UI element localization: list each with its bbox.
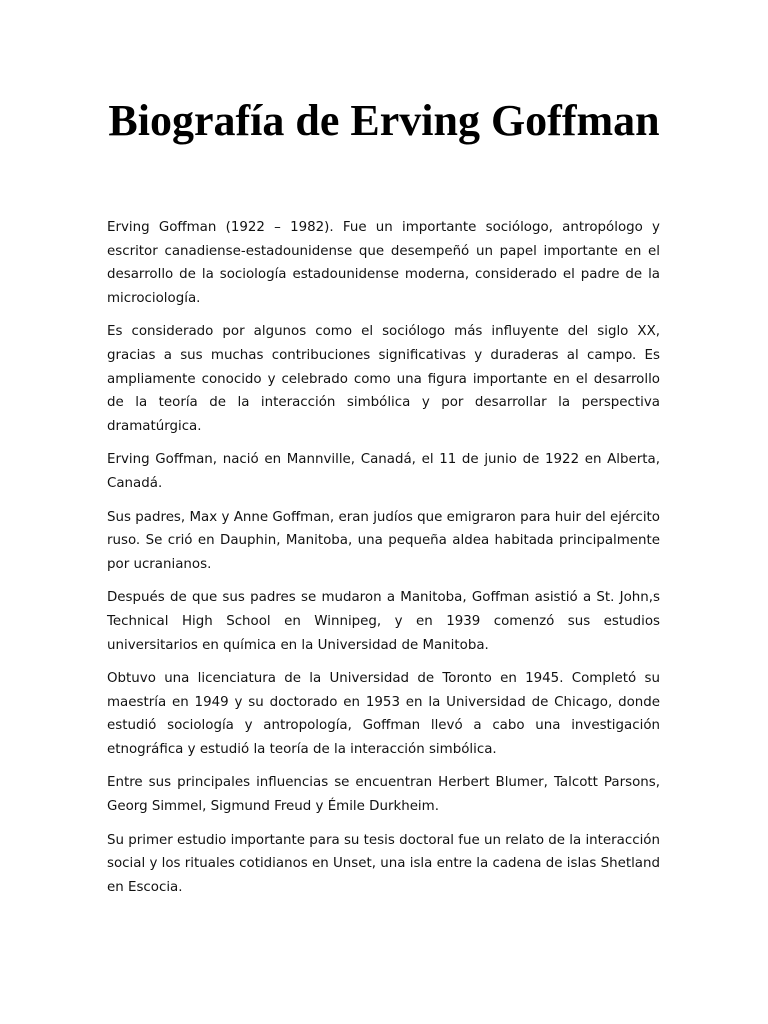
paragraph: Entre sus principales influencias se encuentran Herbert Blumer, Talcott Parsons, Georg Simmel, Sigmund Freud y Émile Durkheim. — [107, 775, 660, 815]
document-title: Biografía de Erving Goffman — [108, 96, 660, 145]
paragraph: Es considerado por algunos como el sociólogo más influyente del siglo XX, gracias a sus muchas contribuciones significativas y duraderas al campo. Es ampliamente conocido y celebrado como una figura importante en el desarrollo de la teoría de la interacción simbólica y por desarrollar la perspectiva dramatúrgica. — [107, 324, 660, 434]
paragraph: Su primer estudio importante para su tesis doctoral fue un relato de la interacción social y los rituales cotidianos en Unset, una isla entre la cadena de islas Shetland en Escocia. — [107, 832, 660, 895]
document-body — [107, 216, 660, 909]
paragraph: Erving Goffman (1922 – 1982). Fue un importante sociólogo, antropólogo y escritor canadiense-estadounidense que desempeñó un papel importante en el desarrollo de la sociología estadounidense moderna, considerado el padre de la microciología. — [107, 220, 660, 306]
paragraph: Erving Goffman, nació en Mannville, Canadá, el 11 de junio de 1922 en Alberta, Canadá. — [107, 452, 660, 491]
paragraph: Obtuvo una licenciatura de la Universidad de Toronto en 1945. Completó su maestría en 1949 y su doctorado en 1953 en la Universidad de Chicago, donde estudió sociología y antropología, Goffman llevó a cabo una investigación etnográfica y estudió la teoría de la interacción simbólica. — [107, 671, 660, 757]
paragraph: Sus padres, Max y Anne Goffman, eran judíos que emigraron para huir del ejército ruso. Se crió en Dauphin, Manitoba, una pequeña aldea habitada principalmente por ucranianos. — [107, 509, 660, 572]
paragraph: Después de que sus padres se mudaron a Manitoba, Goffman asistió a St. John,s Technical High School en Winnipeg, y en 1939 comenzó sus estudios universitarios en química en la Universidad de Manitoba. — [107, 590, 660, 653]
